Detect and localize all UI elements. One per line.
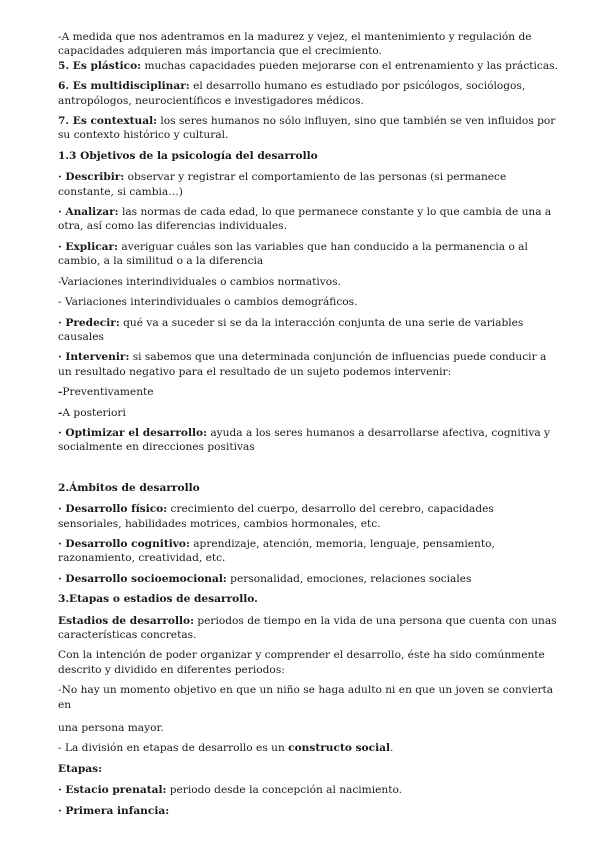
- paragraph: [58, 648, 558, 677]
- section-spacer: [58, 461, 558, 481]
- paragraph-text: - Variaciones interindividuales o cambios demográficos.: [58, 296, 358, 309]
- paragraph: [58, 385, 558, 399]
- paragraph: [58, 30, 558, 59]
- paragraph: [58, 275, 558, 289]
- paragraph: [58, 59, 558, 73]
- term-label: 7. Es contextual:: [58, 115, 158, 128]
- paragraph: [58, 205, 558, 234]
- paragraph-text: averiguar cuáles son las variables que han conducido a la permanencia o al cambio, a la similitud o a la diferencia: [58, 240, 528, 268]
- term-label: · Analizar:: [58, 206, 119, 219]
- term-label: Estadios de desarrollo:: [58, 614, 195, 627]
- paragraph: [58, 572, 558, 586]
- document-page: [58, 30, 558, 824]
- section-heading: [58, 762, 558, 776]
- paragraph-tail: .: [390, 742, 394, 755]
- paragraph: [58, 350, 558, 379]
- term-label: -: [58, 406, 63, 419]
- paragraph: [58, 295, 558, 309]
- paragraph-text: Con la intención de poder organizar y comprender el desarrollo, éste ha sido comúnmente descrito y dividido en diferentes periodos:: [58, 649, 545, 676]
- paragraph: [58, 502, 558, 531]
- paragraph-text: si sabemos que una determinada conjunción de influencias puede conducir a un resultado negativo para el resultado de un sujeto podemos intervenir:: [58, 351, 547, 378]
- paragraph-text: Preventivamente: [62, 386, 154, 399]
- paragraph: [58, 316, 558, 345]
- paragraph-text: - La división en etapas de desarrollo es un: [58, 742, 289, 755]
- paragraph-text: qué va a suceder si se da la interacción conjunta de una serie de variables causales: [58, 316, 524, 343]
- term-label: 5. Es plástico:: [58, 59, 142, 72]
- paragraph: [58, 804, 558, 818]
- heading-text: Etapas:: [58, 762, 102, 775]
- paragraph-text: A posteriori: [62, 406, 126, 419]
- paragraph: [58, 683, 558, 712]
- term-label: · Desarrollo cognitivo:: [58, 537, 190, 550]
- paragraph: [58, 614, 558, 643]
- paragraph-text: crecimiento del cuerpo, desarrollo del cerebro, capacidades sensoriales, habilidades motrices, cambios hormonales, etc.: [58, 503, 494, 530]
- paragraph-text: periodos de tiempo en la vida de una persona que cuenta con unas características concretas.: [58, 614, 557, 641]
- paragraph-text: muchas capacidades pueden mejorarse con el entrenamiento y las prácticas.: [141, 59, 558, 72]
- section-heading: [58, 481, 558, 495]
- paragraph: [58, 537, 558, 566]
- term-label: · Desarrollo físico:: [58, 503, 168, 516]
- paragraph: [58, 741, 558, 755]
- term-label: 6. Es multidisciplinar:: [58, 80, 190, 93]
- section-heading: [58, 149, 558, 163]
- paragraph: [58, 426, 558, 455]
- term-label: -: [58, 386, 63, 399]
- paragraph: [58, 114, 558, 143]
- paragraph-text: aprendizaje, atención, memoria, lenguaje, pensamiento, razonamiento, creatividad, etc.: [58, 537, 495, 565]
- emphasis-text: constructo social: [288, 742, 390, 755]
- section-heading: [58, 592, 558, 606]
- heading-text: 3.Etapas o estadios de desarrollo.: [58, 593, 258, 606]
- heading-text: 1.3 Objetivos de la psicología del desarrollo: [58, 149, 318, 162]
- paragraph: [58, 783, 558, 797]
- paragraph-text: ayuda a los seres humanos a desarrollarse afectiva, cognitiva y socialmente en direcciones positivas: [58, 426, 551, 454]
- term-label: · Describir:: [58, 171, 125, 184]
- paragraph-text: personalidad, emociones, relaciones sociales: [226, 572, 472, 585]
- term-label: · Estacio prenatal:: [58, 784, 167, 797]
- paragraph: [58, 170, 558, 199]
- paragraph-text: -Variaciones interindividuales o cambios normativos.: [58, 275, 341, 288]
- paragraph-text: observar y registrar el comportamiento de las personas (si permanece constante, si cambia…): [58, 171, 507, 198]
- paragraph-text: una persona mayor.: [58, 722, 164, 735]
- paragraph-text: los seres humanos no sólo influyen, sino que también se ven influidos por su contexto histórico y cultural.: [58, 115, 556, 142]
- term-label: · Optimizar el desarrollo:: [58, 426, 207, 439]
- paragraph: [58, 240, 558, 269]
- term-label: · Intervenir:: [58, 351, 130, 364]
- term-label: · Explicar:: [58, 240, 119, 253]
- paragraph: [58, 406, 558, 420]
- paragraph: [58, 79, 558, 108]
- paragraph-text: las normas de cada edad, lo que permanece constante y lo que cambia de una a otra, así como las diferencias individuales.: [58, 206, 552, 233]
- paragraph-text: el desarrollo humano es estudiado por psicólogos, sociólogos, antropólogos, neurocientíficos e investigadores médicos.: [58, 80, 526, 107]
- term-label: · Desarrollo socioemocional:: [58, 572, 227, 585]
- paragraph: [58, 721, 558, 735]
- term-label: · Predecir:: [58, 316, 120, 329]
- paragraph-text: -A medida que nos adentramos en la madurez y vejez, el mantenimiento y regulación de capacidades adquieren más importancia que el crecimiento.: [58, 31, 532, 58]
- paragraph-text: -No hay un momento objetivo en que un niño se haga adulto ni en que un joven se convierta en: [58, 684, 554, 711]
- term-label: · Primera infancia:: [58, 804, 170, 817]
- paragraph-text: periodo desde la concepción al nacimiento.: [166, 784, 403, 797]
- heading-text: 2.Ámbitos de desarrollo: [58, 481, 200, 494]
